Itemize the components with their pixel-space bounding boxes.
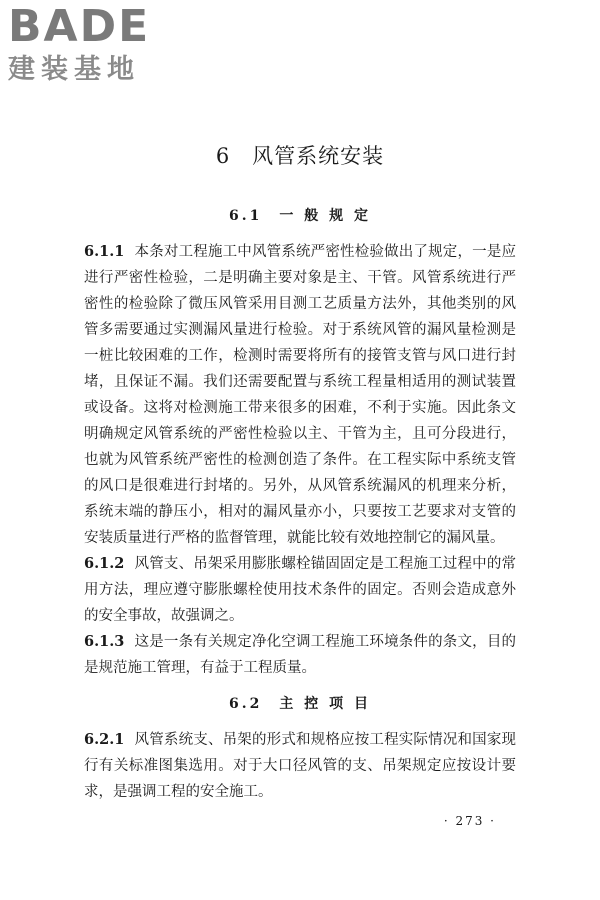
clause-number: 6.1.3 <box>84 633 125 650</box>
clause-number: 6.1.1 <box>84 243 125 260</box>
clause-6-1-3 <box>84 629 516 681</box>
clause-number: 6.2.1 <box>84 731 125 748</box>
clause-text: 本条对工程施工中风管系统严密性检验做出了规定，一是应进行严密性检验，二是明确主要对象是主、干管。风管系统进行严密性的检验除了微压风管采用目测工艺质量方法外，其他类别的风管多需要通过实测漏风量进行检验。对于系统风管的漏风量检测是一桩比较困难的工作，检测时需要将所有的接管支管与风口进行封堵，且保证不漏。我们还需要配置与系统工程量相适用的测试装置或设备。这将对检测施工带来很多的困难，不利于实施。因此条文明确规定风管系统的严密性检验以主、干管为主，且可分段进行，也就为风管系统严密性的检测创造了条件。在工程实际中系统支管的风口是很难进行封堵的。另外，从风管系统漏风的机理来分析，系统末端的静压小，相对的漏风量亦小，只要按工艺要求对支管的安装质量进行严格的监督管理，就能比较有效地控制它的漏风量。 <box>84 244 516 546</box>
clause-6-1-2 <box>84 551 516 629</box>
logo-wordmark: BADE <box>8 1 151 52</box>
document-body <box>84 205 516 805</box>
chapter-title: 6 风管系统安装 <box>215 144 385 168</box>
logo-subtitle: 建装基地 <box>8 54 140 85</box>
clause-6-1-1 <box>84 239 516 551</box>
clause-text: 风管支、吊架采用膨胀螺栓锚固固定是工程施工过程中的常用方法，理应遵守膨胀螺栓使用技术条件的固定。否则会造成意外的安全事故，故强调之。 <box>84 556 516 624</box>
clause-text: 风管系统支、吊架的形式和规格应按工程实际情况和国家现行有关标准图集选用。对于大口径风管的支、吊架规定应按设计要求，是强调工程的安全施工。 <box>84 732 516 800</box>
clause-6-2-1 <box>84 727 516 805</box>
publisher-logo <box>8 1 178 86</box>
clause-text: 这是一条有关规定净化空调工程施工环境条件的条文，目的是规范施工管理，有益于工程质量。 <box>84 634 516 676</box>
section-title-6-1: 6.1 一 般 规 定 <box>229 208 371 224</box>
section-title-6-2: 6.2 主 控 项 目 <box>229 696 371 712</box>
section-gap <box>84 681 516 693</box>
page-number: · 273 · <box>443 814 496 828</box>
clause-number: 6.1.2 <box>84 555 125 572</box>
